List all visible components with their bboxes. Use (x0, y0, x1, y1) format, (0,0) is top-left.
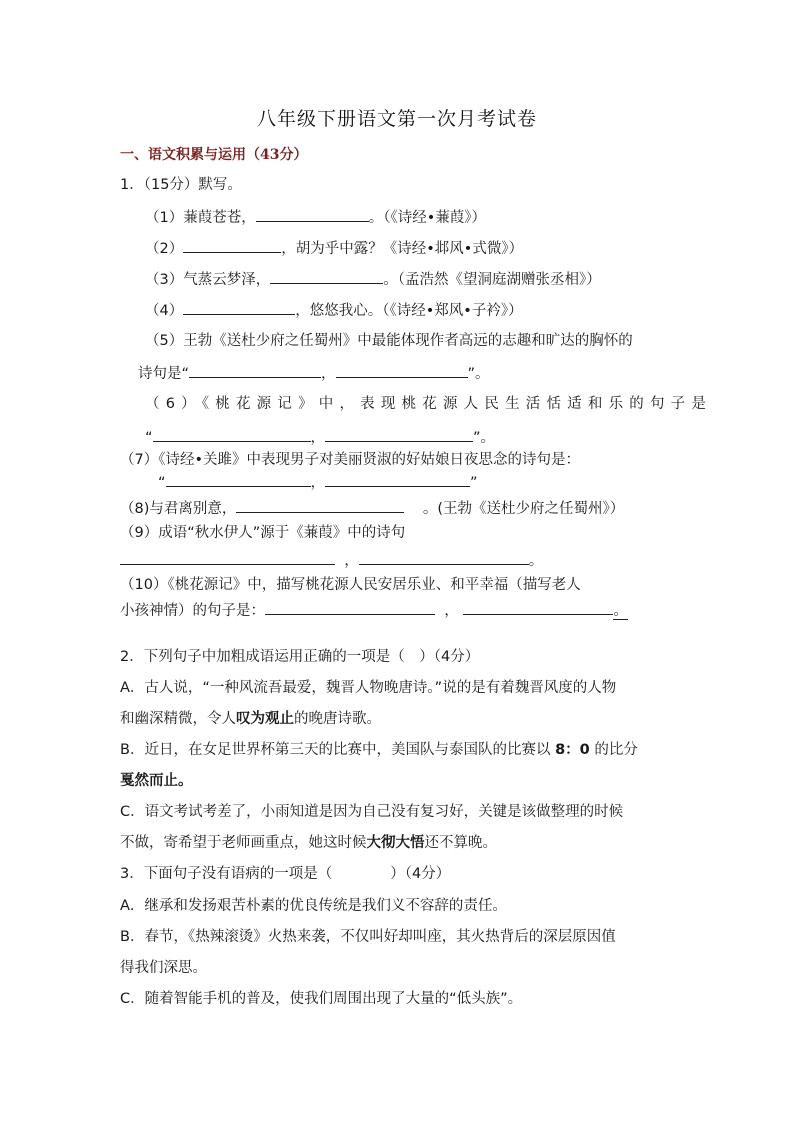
q1-item-8-text-b: 。(王勃《送杜少府之任蜀州》） (422, 501, 625, 517)
q1-item-9-text-c: 。 (528, 553, 544, 569)
q1-item-7-text-c: ” (470, 475, 478, 491)
q3-option-c: C．随着智能手机的普及，使我们周围出现了大量的“低头族”。 (120, 991, 523, 1007)
q1-item-9-line-1: （9）成语“秋水伊人”源于《蒹葭》中的诗句 (120, 525, 406, 541)
q1-item-7-line-2 (158, 471, 478, 493)
q1-item-5-line-1: （5）王勃《送杜少府之任蜀州》中最能体现作者高远的志趣和旷达的胸怀的 (145, 333, 633, 349)
answer-blank[interactable] (120, 549, 335, 565)
answer-blank[interactable] (236, 497, 404, 513)
question-2-head: 2．下列句子中加粗成语运用正确的一项是（ ）（4分） (120, 649, 480, 665)
answer-blank[interactable] (325, 471, 470, 487)
answer-blank[interactable] (189, 362, 321, 378)
q2-option-b-text-a: B．近日，在女足世界杯第三天的比赛中，美国队与泰国队的比赛以 (120, 742, 551, 758)
q2-option-a-idiom: 叹为观止 (236, 711, 294, 727)
q1-item-8-text-a: （8)与君离别意， (120, 501, 237, 517)
q1-item-3-text-a: （3）气蒸云梦泽， (145, 272, 271, 288)
q1-item-7-text-a: “ (158, 475, 166, 491)
q1-item-6-line-2 (145, 426, 495, 448)
q2-option-b-line-1 (120, 740, 638, 760)
q2-option-a-text-c: 的晚唐诗歌。 (294, 711, 381, 727)
q2-option-c-line-1: C．语文考试考差了，小雨知道是因为自己没有复习好，关键是该做整理的时候 (120, 804, 624, 820)
q2-option-c-text-c: 还不算晚。 (424, 835, 497, 851)
q1-item-4-text-a: （4） (145, 303, 184, 319)
q1-item-8 (120, 497, 624, 519)
q2-option-a-text-a: 和幽深精微，令人 (120, 711, 236, 727)
q2-option-c-line-2 (120, 833, 497, 853)
q2-option-b-score: 8：0 (555, 742, 590, 758)
q1-item-6-text-b: ， (310, 430, 326, 446)
q1-item-7-text-b: ， (310, 475, 326, 491)
q2-option-c-text-a: 不做，寄希望于老师画重点，她这时候 (120, 835, 367, 851)
q1-item-10-line-1: （10）《桃花源记》中，描写桃花源人民安居乐业、和平幸福（描写老人 (120, 577, 581, 593)
answer-blank[interactable] (183, 237, 281, 253)
q1-item-5-text-a: 诗句是“ (138, 366, 190, 382)
question-1-head: 1．（15分）默写。 (120, 177, 242, 193)
answer-blank[interactable] (183, 299, 295, 315)
q2-option-c-idiom: 大彻大悟 (366, 835, 425, 851)
q1-item-10-text-c: 。 (613, 603, 628, 619)
answer-blank[interactable] (265, 599, 435, 615)
q1-item-5-text-c: ”。 (467, 366, 490, 382)
q1-item-2-text-b: ，胡为乎中露？《诗经•邶风•式微》） (281, 241, 524, 257)
answer-blank[interactable] (336, 362, 468, 378)
section-heading: 一、语文积累与运用（43分） (120, 147, 308, 163)
answer-blank[interactable] (463, 599, 613, 615)
q2-option-b-idiom: 戛然而止。 (120, 773, 193, 789)
q1-item-1-text-a: （1）蒹葭苍苍， (145, 210, 256, 226)
answer-blank[interactable] (153, 426, 311, 442)
q1-item-1 (145, 206, 486, 228)
answer-blank[interactable] (325, 426, 473, 442)
q1-item-6-text-c: ”。 (473, 430, 496, 446)
q1-item-9-line-2 (120, 549, 543, 571)
q2-option-a-line-2 (120, 709, 381, 729)
q3-option-b-line-2: 得我们深思。 (120, 960, 207, 976)
q1-item-7-line-1: （7）《诗经•关雎》中表现男子对美丽贤淑的好姑娘日夜思念的诗句是： (120, 452, 581, 468)
q1-item-6-line-1: （6）《桃花源记》中，表现桃花源人民生活恬适和乐的句子是 (145, 396, 713, 412)
q3-option-b-line-1: B．春节，《热辣滚烫》火热来袭，不仅叫好却叫座，其火热背后的深层原因值 (120, 929, 616, 945)
q1-item-2 (145, 237, 523, 259)
q3-option-a: A．继承和发扬艰苦朴素的优良传统是我们义不容辞的责任。 (120, 898, 507, 914)
q1-item-9-text-b: ， (344, 553, 359, 569)
q1-item-3-text-b: 。（孟浩然《望洞庭湖赠张丞相》） (383, 272, 601, 288)
q1-item-10-text-a: 小孩神情）的句子是： (120, 603, 265, 619)
q1-item-5-text-b: ， (321, 366, 336, 382)
q1-item-4 (145, 299, 523, 321)
page-title: 八年级下册语文第一次月考试卷 (256, 108, 537, 130)
q2-option-a-line-1: A．古人说，“一种风流吾最爱，魏晋人物晚唐诗。”说的是有着魏晋风度的人物 (120, 680, 617, 696)
q1-item-2-text-a: （2） (145, 241, 184, 257)
q1-item-6-text-a: “ (145, 430, 153, 446)
answer-blank[interactable] (270, 268, 383, 284)
answer-blank[interactable] (359, 549, 529, 565)
q2-option-b-text-c: 的比分 (594, 742, 638, 758)
q1-item-1-text-b: 。（《诗经•蒹葭》） (368, 210, 487, 226)
answer-blank[interactable] (166, 471, 311, 487)
q1-item-10-line-2 (120, 599, 628, 621)
q1-item-4-text-b: ，悠悠我心。（《诗经•郑风•子衿》） (295, 303, 523, 319)
q1-item-3 (145, 268, 601, 290)
q1-item-10-text-b: ， (444, 603, 459, 619)
q1-item-5-line-2 (138, 362, 490, 384)
answer-blank[interactable] (256, 206, 369, 222)
question-3-head: 3．下面句子没有语病的一项是（ ）（4分） (120, 866, 451, 882)
